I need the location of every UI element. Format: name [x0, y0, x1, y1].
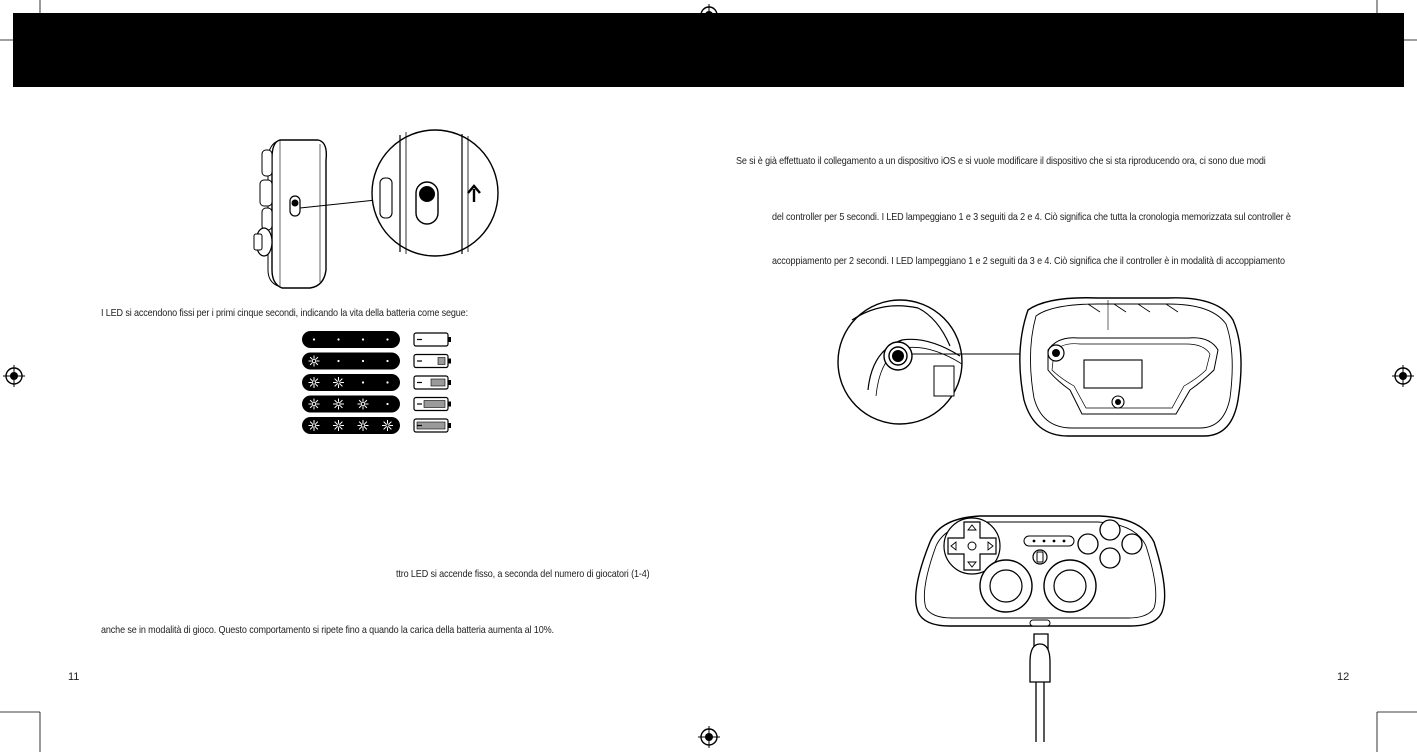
led-off-icon [362, 338, 364, 340]
battery-level-row [302, 353, 451, 370]
battery-level-row [302, 417, 451, 434]
players-led-text: ttro LED si accende fisso, a seconda del numero di giocatori (1-4) [396, 568, 650, 580]
led-intro-text: I LED si accendono fissi per i primi cinque secondi, indicando la vita della batteria come segue: [101, 307, 468, 319]
registration-mark-icon [698, 4, 720, 26]
battery-level-rows [302, 331, 462, 437]
controller-front-view-illustration [910, 512, 1170, 742]
battery-level-table [302, 331, 462, 437]
battery-fill [431, 379, 445, 386]
low-battery-text: anche se in modalità di gioco. Questo comportamento si ripete fino a quando la carica della batteria aumenta al 10%. [101, 624, 554, 636]
led-strip [302, 331, 400, 348]
led-off-icon [386, 338, 388, 340]
led-off-icon [337, 338, 339, 340]
arrow-up-icon [467, 185, 481, 203]
page-number-left: 11 [68, 671, 80, 683]
led-off-icon [337, 360, 339, 362]
led-off-icon [386, 403, 388, 405]
registration-mark-icon [1392, 365, 1414, 387]
led-off-icon [362, 360, 364, 362]
battery-level-row [302, 396, 451, 413]
controller-side-view-illustration [250, 130, 510, 290]
pairing-mode-text: accoppiamento per 2 secondi. I LED lampeggiano 1 e 2 seguiti da 3 e 4. Ciò significa che il controller è in modalità di accoppiamento [772, 255, 1285, 267]
battery-fill [424, 401, 445, 408]
reset-history-text: del controller per 5 secondi. I LED lampeggiano 1 e 3 seguiti da 2 e 4. Ciò significa che tutta la cronologia memorizzata sul controller è [772, 211, 1291, 223]
led-off-icon [362, 381, 364, 383]
led-off-icon [386, 381, 388, 383]
registration-mark-icon [698, 726, 720, 748]
led-off-icon [386, 360, 388, 362]
page-number-right: 12 [1337, 671, 1350, 683]
pairing-intro-text: Se si è già effettuato il collegamento a un dispositivo iOS e si vuole modificare il dispositivo che si sta riproducendo ora, ci sono due modi [736, 155, 1266, 167]
battery-level-row [302, 374, 451, 391]
registration-mark-icon [3, 365, 25, 387]
battery-level-row [302, 331, 451, 348]
battery-fill [438, 358, 445, 365]
controller-back-view-illustration [838, 290, 1248, 450]
led-off-icon [313, 338, 315, 340]
